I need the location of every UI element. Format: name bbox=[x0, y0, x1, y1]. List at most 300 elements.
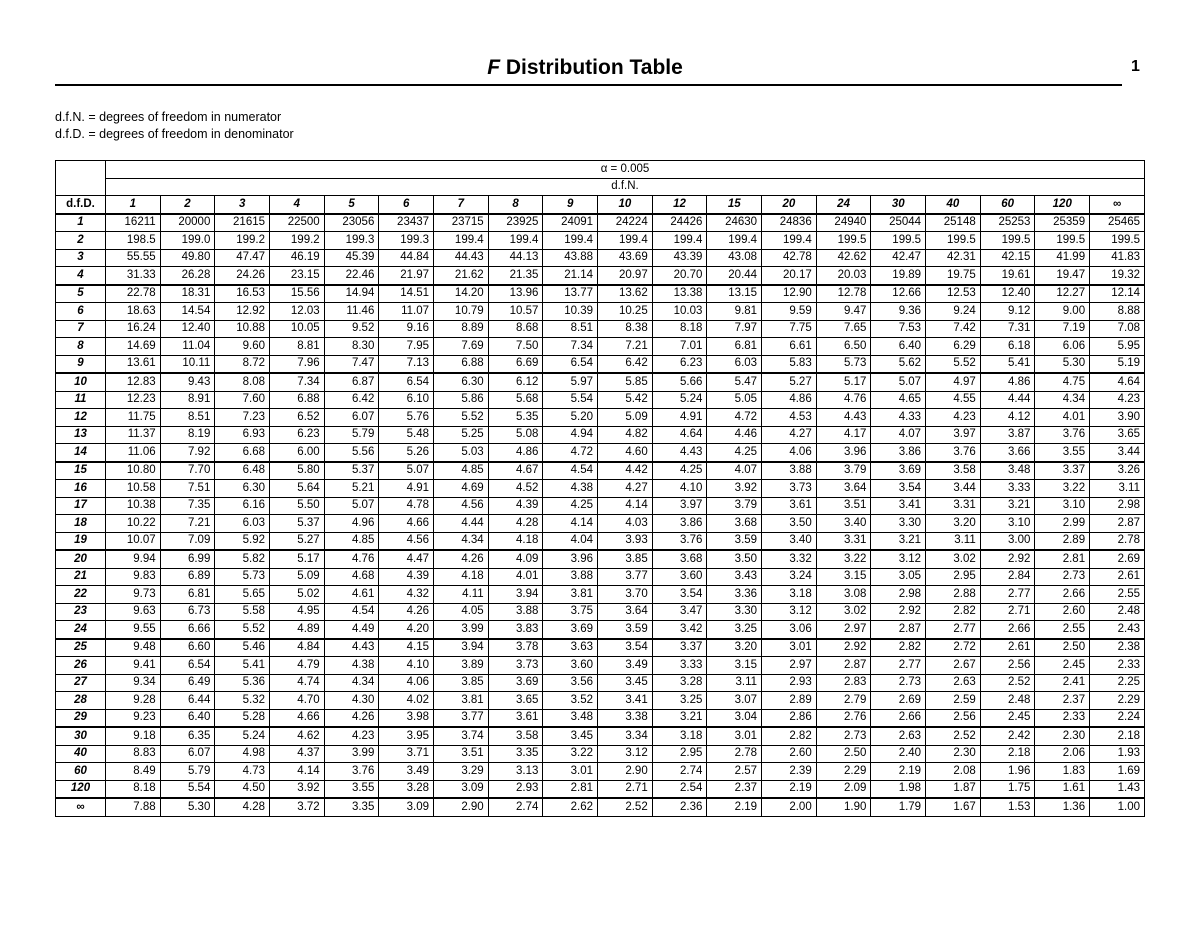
table-cell: 15.56 bbox=[270, 285, 325, 303]
table-cell: 18.31 bbox=[160, 285, 215, 303]
table-cell: 31.33 bbox=[106, 267, 161, 285]
table-cell: 12.92 bbox=[215, 303, 270, 321]
table-cell: 3.11 bbox=[926, 532, 981, 550]
table-cell: 6.00 bbox=[270, 444, 325, 462]
table-cell: 2.71 bbox=[598, 780, 653, 798]
table-cell: 4.96 bbox=[324, 515, 379, 533]
table-cell: 2.89 bbox=[762, 692, 817, 710]
table-cell: 6.30 bbox=[215, 480, 270, 498]
table-cell: 7.50 bbox=[488, 338, 543, 356]
row-label: 27 bbox=[56, 674, 106, 692]
table-cell: 199.5 bbox=[980, 232, 1035, 250]
table-cell: 8.91 bbox=[160, 391, 215, 409]
table-cell: 21.35 bbox=[488, 267, 543, 285]
column-header: 10 bbox=[598, 196, 653, 214]
table-cell: 3.65 bbox=[1090, 426, 1145, 444]
table-cell: 2.84 bbox=[980, 568, 1035, 586]
table-cell: 4.44 bbox=[980, 391, 1035, 409]
table-cell: 12.78 bbox=[816, 285, 871, 303]
table-cell: 16211 bbox=[106, 214, 161, 232]
table-cell: 3.02 bbox=[926, 550, 981, 568]
table-cell: 3.72 bbox=[270, 798, 325, 816]
column-header: 9 bbox=[543, 196, 598, 214]
row-label: 2 bbox=[56, 232, 106, 250]
row-label: 20 bbox=[56, 550, 106, 568]
table-cell: 4.28 bbox=[488, 515, 543, 533]
table-cell: 4.79 bbox=[270, 657, 325, 675]
table-cell: 2.87 bbox=[1090, 515, 1145, 533]
table-cell: 3.20 bbox=[926, 515, 981, 533]
table-cell: 3.50 bbox=[762, 515, 817, 533]
table-cell: 2.76 bbox=[816, 709, 871, 727]
row-label: 18 bbox=[56, 515, 106, 533]
row-label: 5 bbox=[56, 285, 106, 303]
table-cell: 12.14 bbox=[1090, 285, 1145, 303]
table-cell: 3.71 bbox=[379, 745, 434, 763]
table-cell: 2.98 bbox=[871, 586, 926, 604]
table-cell: 55.55 bbox=[106, 249, 161, 267]
table-cell: 2.33 bbox=[1090, 657, 1145, 675]
table-cell: 6.03 bbox=[215, 515, 270, 533]
table-corner bbox=[56, 161, 106, 196]
table-cell: 2.83 bbox=[816, 674, 871, 692]
table-cell: 5.46 bbox=[215, 639, 270, 657]
table-cell: 4.09 bbox=[488, 550, 543, 568]
table-cell: 3.35 bbox=[324, 798, 379, 816]
table-cell: 10.58 bbox=[106, 480, 161, 498]
table-cell: 3.51 bbox=[816, 497, 871, 515]
table-cell: 4.91 bbox=[379, 480, 434, 498]
table-cell: 20.70 bbox=[652, 267, 707, 285]
table-cell: 10.38 bbox=[106, 497, 161, 515]
table-cell: 10.88 bbox=[215, 320, 270, 338]
table-cell: 26.28 bbox=[160, 267, 215, 285]
table-cell: 3.12 bbox=[598, 745, 653, 763]
table-cell: 2.56 bbox=[926, 709, 981, 727]
table-cell: 4.07 bbox=[707, 462, 762, 480]
f-distribution-table bbox=[55, 160, 1145, 817]
table-cell: 199.5 bbox=[1035, 232, 1090, 250]
table-cell: 6.40 bbox=[160, 709, 215, 727]
row-label: 29 bbox=[56, 709, 106, 727]
table-cell: 16.53 bbox=[215, 285, 270, 303]
table-cell: 24836 bbox=[762, 214, 817, 232]
table-cell: 5.73 bbox=[816, 355, 871, 373]
table-cell: 20.44 bbox=[707, 267, 762, 285]
table-cell: 2.90 bbox=[434, 798, 489, 816]
table-cell: 5.24 bbox=[215, 727, 270, 745]
table-row bbox=[56, 232, 1145, 250]
page-title bbox=[0, 56, 1170, 80]
table-cell: 4.15 bbox=[379, 639, 434, 657]
table-cell: 21615 bbox=[215, 214, 270, 232]
table-cell: 1.67 bbox=[926, 798, 981, 816]
table-cell: 9.47 bbox=[816, 303, 871, 321]
title-text: Distribution Table bbox=[500, 56, 683, 79]
table-cell: 6.07 bbox=[324, 409, 379, 427]
table-cell: 10.05 bbox=[270, 320, 325, 338]
table-cell: 3.81 bbox=[543, 586, 598, 604]
table-cell: 6.99 bbox=[160, 550, 215, 568]
table-cell: 3.64 bbox=[598, 603, 653, 621]
table-cell: 5.54 bbox=[543, 391, 598, 409]
table-cell: 3.37 bbox=[1035, 462, 1090, 480]
table-cell: 3.68 bbox=[652, 550, 707, 568]
table-cell: 4.37 bbox=[270, 745, 325, 763]
table-cell: 2.61 bbox=[980, 639, 1035, 657]
table-cell: 11.75 bbox=[106, 409, 161, 427]
table-cell: 3.54 bbox=[598, 639, 653, 657]
table-cell: 21.97 bbox=[379, 267, 434, 285]
column-header: 2 bbox=[160, 196, 215, 214]
table-cell: 199.5 bbox=[1090, 232, 1145, 250]
table-cell: 7.97 bbox=[707, 320, 762, 338]
table-cell: 7.47 bbox=[324, 355, 379, 373]
table-cell: 2.50 bbox=[816, 745, 871, 763]
table-cell: 7.51 bbox=[160, 480, 215, 498]
table-cell: 4.54 bbox=[543, 462, 598, 480]
table-cell: 9.16 bbox=[379, 320, 434, 338]
table-cell: 4.60 bbox=[598, 444, 653, 462]
table-cell: 2.63 bbox=[926, 674, 981, 692]
table-row bbox=[56, 409, 1145, 427]
table-cell: 2.19 bbox=[871, 763, 926, 781]
table-cell: 12.53 bbox=[926, 285, 981, 303]
table-cell: 10.22 bbox=[106, 515, 161, 533]
table-cell: 2.25 bbox=[1090, 674, 1145, 692]
table-cell: 1.79 bbox=[871, 798, 926, 816]
table-cell: 4.66 bbox=[379, 515, 434, 533]
table-cell: 4.43 bbox=[324, 639, 379, 657]
table-cell: 5.92 bbox=[215, 532, 270, 550]
table-cell: 1.43 bbox=[1090, 780, 1145, 798]
table-cell: 3.04 bbox=[707, 709, 762, 727]
table-cell: 4.33 bbox=[871, 409, 926, 427]
table-cell: 3.26 bbox=[1090, 462, 1145, 480]
table-cell: 5.79 bbox=[160, 763, 215, 781]
table-cell: 14.20 bbox=[434, 285, 489, 303]
table-cell: 3.38 bbox=[598, 709, 653, 727]
table-cell: 3.40 bbox=[816, 515, 871, 533]
table-cell: 6.69 bbox=[488, 355, 543, 373]
table-cell: 1.61 bbox=[1035, 780, 1090, 798]
table-cell: 9.55 bbox=[106, 621, 161, 639]
table-cell: 4.50 bbox=[215, 780, 270, 798]
table-cell: 6.42 bbox=[598, 355, 653, 373]
table-cell: 6.54 bbox=[160, 657, 215, 675]
table-cell: 4.53 bbox=[762, 409, 817, 427]
table-cell: 4.27 bbox=[762, 426, 817, 444]
alpha-header: α = 0.005 bbox=[106, 161, 1145, 179]
table-cell: 3.61 bbox=[488, 709, 543, 727]
table-cell: 10.07 bbox=[106, 532, 161, 550]
table-cell: 4.67 bbox=[488, 462, 543, 480]
table-cell: 2.29 bbox=[1090, 692, 1145, 710]
table-cell: 6.73 bbox=[160, 603, 215, 621]
table-cell: 20000 bbox=[160, 214, 215, 232]
table-cell: 25044 bbox=[871, 214, 926, 232]
table-cell: 2.48 bbox=[980, 692, 1035, 710]
table-cell: 3.90 bbox=[1090, 409, 1145, 427]
table-cell: 21.62 bbox=[434, 267, 489, 285]
table-cell: 2.67 bbox=[926, 657, 981, 675]
table-cell: 5.02 bbox=[270, 586, 325, 604]
table-cell: 2.62 bbox=[543, 798, 598, 816]
table-cell: 1.36 bbox=[1035, 798, 1090, 816]
table-cell: 5.07 bbox=[324, 497, 379, 515]
table-row bbox=[56, 586, 1145, 604]
table-cell: 4.27 bbox=[598, 480, 653, 498]
table-cell: 4.39 bbox=[488, 497, 543, 515]
table-cell: 2.78 bbox=[1090, 532, 1145, 550]
table-cell: 4.69 bbox=[434, 480, 489, 498]
table-cell: 7.34 bbox=[543, 338, 598, 356]
table-cell: 7.60 bbox=[215, 391, 270, 409]
table-cell: 43.08 bbox=[707, 249, 762, 267]
table-cell: 4.26 bbox=[434, 550, 489, 568]
table-cell: 6.30 bbox=[434, 373, 489, 391]
table-cell: 3.98 bbox=[379, 709, 434, 727]
table-cell: 3.58 bbox=[488, 727, 543, 745]
table-cell: 3.93 bbox=[598, 532, 653, 550]
table-cell: 8.38 bbox=[598, 320, 653, 338]
table-cell: 7.96 bbox=[270, 355, 325, 373]
table-cell: 5.80 bbox=[270, 462, 325, 480]
table-cell: 2.06 bbox=[1035, 745, 1090, 763]
table-cell: 2.39 bbox=[762, 763, 817, 781]
table-cell: 3.10 bbox=[1035, 497, 1090, 515]
table-cell: 14.69 bbox=[106, 338, 161, 356]
table-cell: 5.30 bbox=[160, 798, 215, 816]
table-cell: 3.45 bbox=[543, 727, 598, 745]
table-cell: 2.61 bbox=[1090, 568, 1145, 586]
table-cell: 5.95 bbox=[1090, 338, 1145, 356]
table-cell: 4.06 bbox=[762, 444, 817, 462]
table-cell: 4.64 bbox=[1090, 373, 1145, 391]
table-cell: 2.92 bbox=[980, 550, 1035, 568]
table-cell: 4.14 bbox=[598, 497, 653, 515]
table-cell: 3.15 bbox=[707, 657, 762, 675]
table-cell: 2.60 bbox=[1035, 603, 1090, 621]
column-header: 6 bbox=[379, 196, 434, 214]
table-cell: 41.99 bbox=[1035, 249, 1090, 267]
table-cell: 1.83 bbox=[1035, 763, 1090, 781]
table-cell: 6.23 bbox=[652, 355, 707, 373]
table-cell: 9.28 bbox=[106, 692, 161, 710]
table-cell: 4.47 bbox=[379, 550, 434, 568]
table-cell: 4.34 bbox=[324, 674, 379, 692]
table-cell: 3.75 bbox=[543, 603, 598, 621]
table-cell: 2.82 bbox=[926, 603, 981, 621]
table-cell: 2.71 bbox=[980, 603, 1035, 621]
table-cell: 3.69 bbox=[871, 462, 926, 480]
table-cell: 4.43 bbox=[816, 409, 871, 427]
table-cell: 1.69 bbox=[1090, 763, 1145, 781]
table-cell: 3.92 bbox=[270, 780, 325, 798]
table-cell: 9.60 bbox=[215, 338, 270, 356]
row-label: 4 bbox=[56, 267, 106, 285]
table-cell: 3.94 bbox=[434, 639, 489, 657]
table-cell: 4.01 bbox=[488, 568, 543, 586]
table-cell: 4.49 bbox=[324, 621, 379, 639]
table-cell: 2.56 bbox=[980, 657, 1035, 675]
table-cell: 4.64 bbox=[652, 426, 707, 444]
table-cell: 5.21 bbox=[324, 480, 379, 498]
table-cell: 3.94 bbox=[488, 586, 543, 604]
column-header: 60 bbox=[980, 196, 1035, 214]
table-cell: 2.40 bbox=[871, 745, 926, 763]
table-cell: 4.06 bbox=[379, 674, 434, 692]
table-cell: 13.96 bbox=[488, 285, 543, 303]
column-header: 30 bbox=[871, 196, 926, 214]
table-cell: 3.76 bbox=[1035, 426, 1090, 444]
table-cell: 199.4 bbox=[434, 232, 489, 250]
table-cell: 8.49 bbox=[106, 763, 161, 781]
table-row bbox=[56, 568, 1145, 586]
column-header: 5 bbox=[324, 196, 379, 214]
definition-dfd: d.f.D. = degrees of freedom in denominator bbox=[55, 127, 294, 141]
column-header: 12 bbox=[652, 196, 707, 214]
table-cell: 5.47 bbox=[707, 373, 762, 391]
table-cell: 3.31 bbox=[816, 532, 871, 550]
table-cell: 2.41 bbox=[1035, 674, 1090, 692]
column-header: 8 bbox=[488, 196, 543, 214]
table-cell: 19.47 bbox=[1035, 267, 1090, 285]
table-cell: 3.81 bbox=[434, 692, 489, 710]
table-cell: 4.85 bbox=[434, 462, 489, 480]
table-cell: 2.18 bbox=[980, 745, 1035, 763]
table-cell: 4.74 bbox=[270, 674, 325, 692]
table-cell: 3.76 bbox=[926, 444, 981, 462]
table-cell: 3.77 bbox=[598, 568, 653, 586]
table-cell: 5.79 bbox=[324, 426, 379, 444]
table-cell: 12.27 bbox=[1035, 285, 1090, 303]
table-cell: 4.54 bbox=[324, 603, 379, 621]
row-label: 13 bbox=[56, 426, 106, 444]
table-cell: 3.48 bbox=[980, 462, 1035, 480]
table-cell: 3.96 bbox=[816, 444, 871, 462]
table-row bbox=[56, 692, 1145, 710]
table-cell: 6.35 bbox=[160, 727, 215, 745]
row-label: 16 bbox=[56, 480, 106, 498]
table-cell: 2.72 bbox=[926, 639, 981, 657]
table-cell: 3.88 bbox=[543, 568, 598, 586]
table-cell: 9.34 bbox=[106, 674, 161, 692]
table-cell: 6.12 bbox=[488, 373, 543, 391]
table-cell: 6.68 bbox=[215, 444, 270, 462]
table-cell: 5.62 bbox=[871, 355, 926, 373]
table-cell: 23715 bbox=[434, 214, 489, 232]
table-cell: 3.44 bbox=[1090, 444, 1145, 462]
table-cell: 3.24 bbox=[762, 568, 817, 586]
table-cell: 199.4 bbox=[543, 232, 598, 250]
table-cell: 42.78 bbox=[762, 249, 817, 267]
table-cell: 7.31 bbox=[980, 320, 1035, 338]
table-cell: 4.76 bbox=[324, 550, 379, 568]
table-row bbox=[56, 426, 1145, 444]
table-cell: 4.89 bbox=[270, 621, 325, 639]
table-cell: 3.95 bbox=[379, 727, 434, 745]
table-cell: 7.42 bbox=[926, 320, 981, 338]
table-cell: 5.52 bbox=[434, 409, 489, 427]
table-cell: 3.41 bbox=[598, 692, 653, 710]
table-cell: 6.03 bbox=[707, 355, 762, 373]
table-cell: 3.49 bbox=[598, 657, 653, 675]
table-cell: 3.68 bbox=[707, 515, 762, 533]
table-cell: 21.14 bbox=[543, 267, 598, 285]
column-header: 3 bbox=[215, 196, 270, 214]
table-cell: 4.12 bbox=[980, 409, 1035, 427]
table-row bbox=[56, 745, 1145, 763]
table-row bbox=[56, 657, 1145, 675]
table-cell: 7.21 bbox=[160, 515, 215, 533]
table-cell: 3.60 bbox=[652, 568, 707, 586]
table-cell: 11.04 bbox=[160, 338, 215, 356]
table-cell: 1.00 bbox=[1090, 798, 1145, 816]
table-cell: 9.83 bbox=[106, 568, 161, 586]
table-cell: 6.66 bbox=[160, 621, 215, 639]
table-cell: 13.15 bbox=[707, 285, 762, 303]
table-cell: 4.32 bbox=[379, 586, 434, 604]
table-cell: 6.88 bbox=[434, 355, 489, 373]
table-cell: 2.81 bbox=[1035, 550, 1090, 568]
table-cell: 7.19 bbox=[1035, 320, 1090, 338]
table-cell: 3.60 bbox=[543, 657, 598, 675]
table-cell: 4.82 bbox=[598, 426, 653, 444]
table-cell: 4.11 bbox=[434, 586, 489, 604]
table-cell: 3.11 bbox=[707, 674, 762, 692]
row-label: 25 bbox=[56, 639, 106, 657]
table-cell: 9.59 bbox=[762, 303, 817, 321]
table-cell: 3.34 bbox=[598, 727, 653, 745]
table-cell: 6.07 bbox=[160, 745, 215, 763]
table-cell: 5.24 bbox=[652, 391, 707, 409]
table-cell: 7.13 bbox=[379, 355, 434, 373]
table-cell: 6.42 bbox=[324, 391, 379, 409]
table-cell: 2.97 bbox=[762, 657, 817, 675]
table-cell: 2.24 bbox=[1090, 709, 1145, 727]
table-cell: 5.07 bbox=[871, 373, 926, 391]
table-cell: 3.30 bbox=[707, 603, 762, 621]
table-cell: 7.34 bbox=[270, 373, 325, 391]
table-cell: 199.4 bbox=[762, 232, 817, 250]
table-cell: 3.79 bbox=[707, 497, 762, 515]
table-cell: 3.73 bbox=[762, 480, 817, 498]
table-row bbox=[56, 355, 1145, 373]
table-cell: 2.08 bbox=[926, 763, 981, 781]
table-cell: 3.21 bbox=[980, 497, 1035, 515]
table-cell: 4.28 bbox=[215, 798, 270, 816]
table-cell: 42.31 bbox=[926, 249, 981, 267]
table-cell: 4.03 bbox=[598, 515, 653, 533]
row-label: 6 bbox=[56, 303, 106, 321]
table-cell: 2.43 bbox=[1090, 621, 1145, 639]
table-cell: 3.11 bbox=[1090, 480, 1145, 498]
table-cell: 3.50 bbox=[707, 550, 762, 568]
table-cell: 5.27 bbox=[762, 373, 817, 391]
table-cell: 12.23 bbox=[106, 391, 161, 409]
table-cell: 3.69 bbox=[488, 674, 543, 692]
table-cell: 5.64 bbox=[270, 480, 325, 498]
table-cell: 19.61 bbox=[980, 267, 1035, 285]
table-cell: 3.89 bbox=[434, 657, 489, 675]
table-cell: 3.92 bbox=[707, 480, 762, 498]
table-cell: 4.04 bbox=[543, 532, 598, 550]
table-cell: 3.36 bbox=[707, 586, 762, 604]
table-cell: 5.05 bbox=[707, 391, 762, 409]
table-cell: 4.26 bbox=[324, 709, 379, 727]
table-cell: 6.81 bbox=[160, 586, 215, 604]
